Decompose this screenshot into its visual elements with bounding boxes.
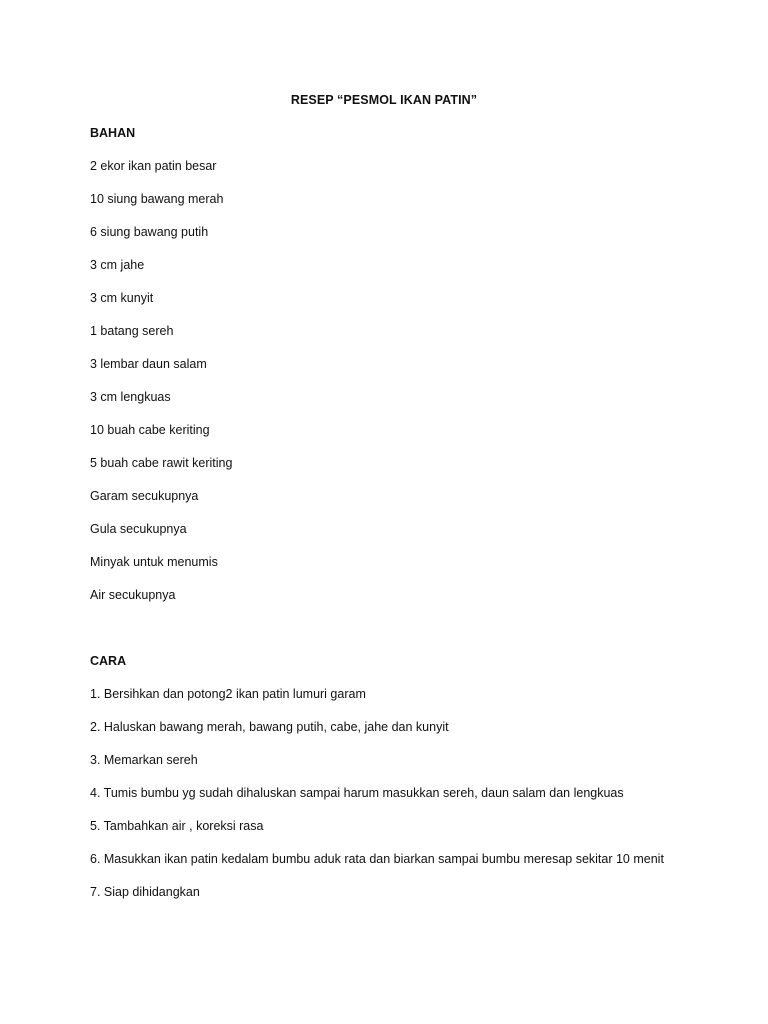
step-item: 2. Haluskan bawang merah, bawang putih, cabe, jahe dan kunyit [90,720,449,734]
step-item: 1. Bersihkan dan potong2 ikan patin lumuri garam [90,687,366,701]
ingredient-item: 1 batang sereh [90,324,174,338]
step-item: 4. Tumis bumbu yg sudah dihaluskan sampai harum masukkan sereh, daun salam dan lengkuas [90,786,624,800]
ingredient-item: 3 cm lengkuas [90,390,171,404]
ingredient-item: 3 lembar daun salam [90,357,207,371]
ingredient-item: Air secukupnya [90,588,176,602]
ingredient-item: 3 cm kunyit [90,291,154,305]
step-item: 5. Tambahkan air , koreksi rasa [90,819,264,833]
ingredient-item: 5 buah cabe rawit keriting [90,456,233,470]
step-item: 7. Siap dihidangkan [90,885,200,899]
ingredient-item: 6 siung bawang putih [90,225,209,239]
ingredient-item: Garam secukupnya [90,489,199,503]
ingredient-item: 10 siung bawang merah [90,192,224,206]
cara-heading: CARA [90,654,127,668]
ingredient-item: Gula secukupnya [90,522,187,536]
recipe-title: RESEP “PESMOL IKAN PATIN” [290,93,478,107]
ingredient-item: Minyak untuk menumis [90,555,218,569]
ingredient-item: 2 ekor ikan patin besar [90,159,217,173]
step-item: 3. Memarkan sereh [90,753,198,767]
ingredient-item: 10 buah cabe keriting [90,423,210,437]
bahan-heading: BAHAN [90,126,136,140]
step-item: 6. Masukkan ikan patin kedalam bumbu aduk rata dan biarkan sampai bumbu meresap sekitar 10 menit [90,852,664,866]
ingredient-item: 3 cm jahe [90,258,145,272]
